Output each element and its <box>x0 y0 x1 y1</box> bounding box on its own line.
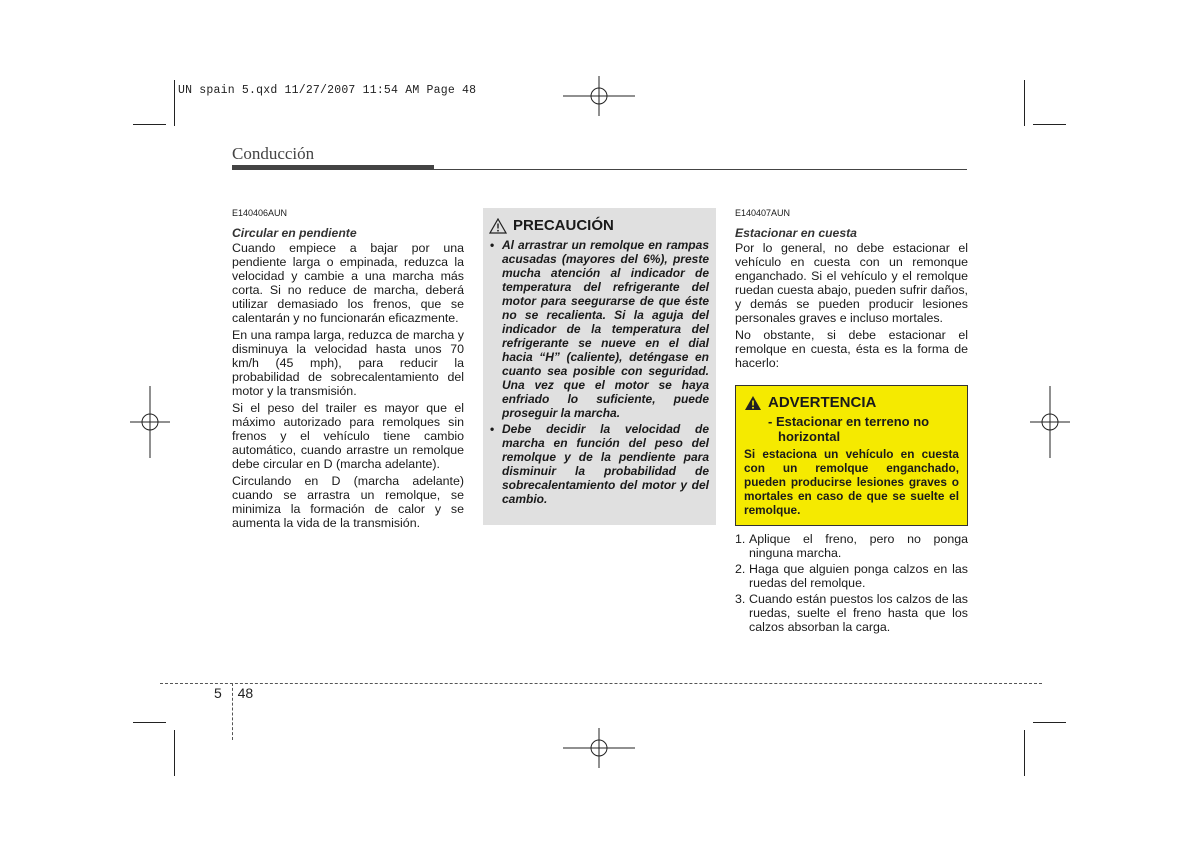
chapter-number: 5 <box>214 685 222 701</box>
crop-mark <box>174 730 175 776</box>
step-text: Cuando están puestos los calzos de las ruedas, suelte el freno hasta que los calzos absorban la carga. <box>749 592 968 634</box>
paragraph: Circulando en D (marcha adelante) cuando se arrastra un remolque, se minimiza la formación de calor y se aumenta la vida de la transmisión. <box>232 474 464 530</box>
crop-mark <box>133 722 166 723</box>
caution-item: • Al arrastrar un remolque en rampas acusadas (mayores del 6%), preste mucha atención al indicador de temperatura del refrigerante del motor para seegurarse de que éste no se recalienta. Si la aguja del indicador de la temperatura del refrigerante se nueve en el dial hacia “H” (caliente), deténgase en cuanto sea posible con seguridad. Una vez que el motor se haya enfriado lo suficiente, puede proseguir la marcha. <box>489 238 709 420</box>
registration-mark-right <box>1030 386 1070 458</box>
print-slug: UN spain 5.qxd 11/27/2007 11:54 AM Page 48 <box>178 84 477 97</box>
section-title: Conducción <box>232 144 315 163</box>
caution-item: • Debe decidir la velocidad de marcha en función del peso del remolque y de la pendiente para disminuir la probabilidad de sobrecalentamiento del motor y del cambio. <box>489 422 709 506</box>
caution-list <box>489 238 709 506</box>
step-item <box>735 592 968 634</box>
crop-mark <box>174 80 175 126</box>
warning-subtitle: - Estacionar en terreno no horizontal <box>768 414 930 444</box>
step-item <box>735 532 968 560</box>
crop-mark <box>1033 124 1066 125</box>
section-code: E140406AUN <box>232 208 288 218</box>
caution-box <box>483 208 716 525</box>
warning-box <box>735 385 968 526</box>
crop-mark <box>133 124 166 125</box>
warning-triangle-icon <box>744 395 762 411</box>
paragraph: Cuando empiece a bajar por una pendiente larga o empinada, reduzca la velocidad y cambie a una marcha más corta. Si no reduce de marcha, deberá utilizar demasiado los frenos, que se calentarán y no funcionarán eficazmente. <box>232 241 464 325</box>
registration-mark-bottom <box>563 728 635 768</box>
footer-rule <box>160 683 1042 684</box>
left-column <box>232 206 464 533</box>
paragraph: Si el peso del trailer es mayor que el máximo autorizado para remolques sin frenos y el vehículo tiene cambio automático, cuando arrastre un remolque debe circular en D (marcha adelante). <box>232 401 464 471</box>
step-text: Haga que alguien ponga calzos en las ruedas del remolque. <box>749 562 968 590</box>
paragraph: En una rampa larga, reduzca de marcha y disminuya la velocidad hasta unos 70 km/h (45 mph), para reducir la probabilidad de sobrecalentamiento del motor y la transmisión. <box>232 328 464 398</box>
registration-mark-left <box>130 386 170 458</box>
paragraph: No obstante, si debe estacionar el remolque en cuesta, ésta es la forma de hacerlo: <box>735 328 968 370</box>
crop-mark <box>1024 80 1025 126</box>
crop-mark <box>1024 730 1025 776</box>
right-column <box>735 206 968 373</box>
page-index: 48 <box>237 685 254 701</box>
step-item <box>735 562 968 590</box>
registration-mark-top <box>563 76 635 116</box>
page-number <box>214 685 253 701</box>
header-rule-thick <box>232 165 434 170</box>
caution-heading <box>489 217 709 234</box>
header-rule-thin <box>434 169 967 170</box>
section-subtitle: Circular en pendiente <box>232 226 357 240</box>
section-code: E140407AUN <box>735 208 791 218</box>
warning-triangle-icon <box>489 218 507 234</box>
step-number: 2. <box>735 562 746 576</box>
steps-list <box>735 532 968 634</box>
caution-title: PRECAUCIÓN <box>513 217 614 234</box>
step-text: Aplique el freno, pero no ponga ninguna marcha. <box>749 532 968 560</box>
paragraph: Por lo general, no debe estacionar el vehículo en cuesta con un remonque enganchado. Si el vehículo y el remolque ruedan cuesta abajo, pueden sufrir daños, y demás se pueden producir lesiones personales graves e incluso mortales. <box>735 241 968 325</box>
warning-title: ADVERTENCIA <box>768 394 877 411</box>
warning-body: Si estaciona un vehículo en cuesta con un remolque enganchado, pueden producirse lesiones graves o mortales en caso de que se suelte el remolque. <box>744 447 959 517</box>
crop-mark <box>1033 722 1066 723</box>
step-number: 1. <box>735 532 746 546</box>
warning-heading <box>744 394 959 411</box>
step-number: 3. <box>735 592 746 606</box>
section-subtitle: Estacionar en cuesta <box>735 226 857 240</box>
steps-block <box>735 532 968 636</box>
